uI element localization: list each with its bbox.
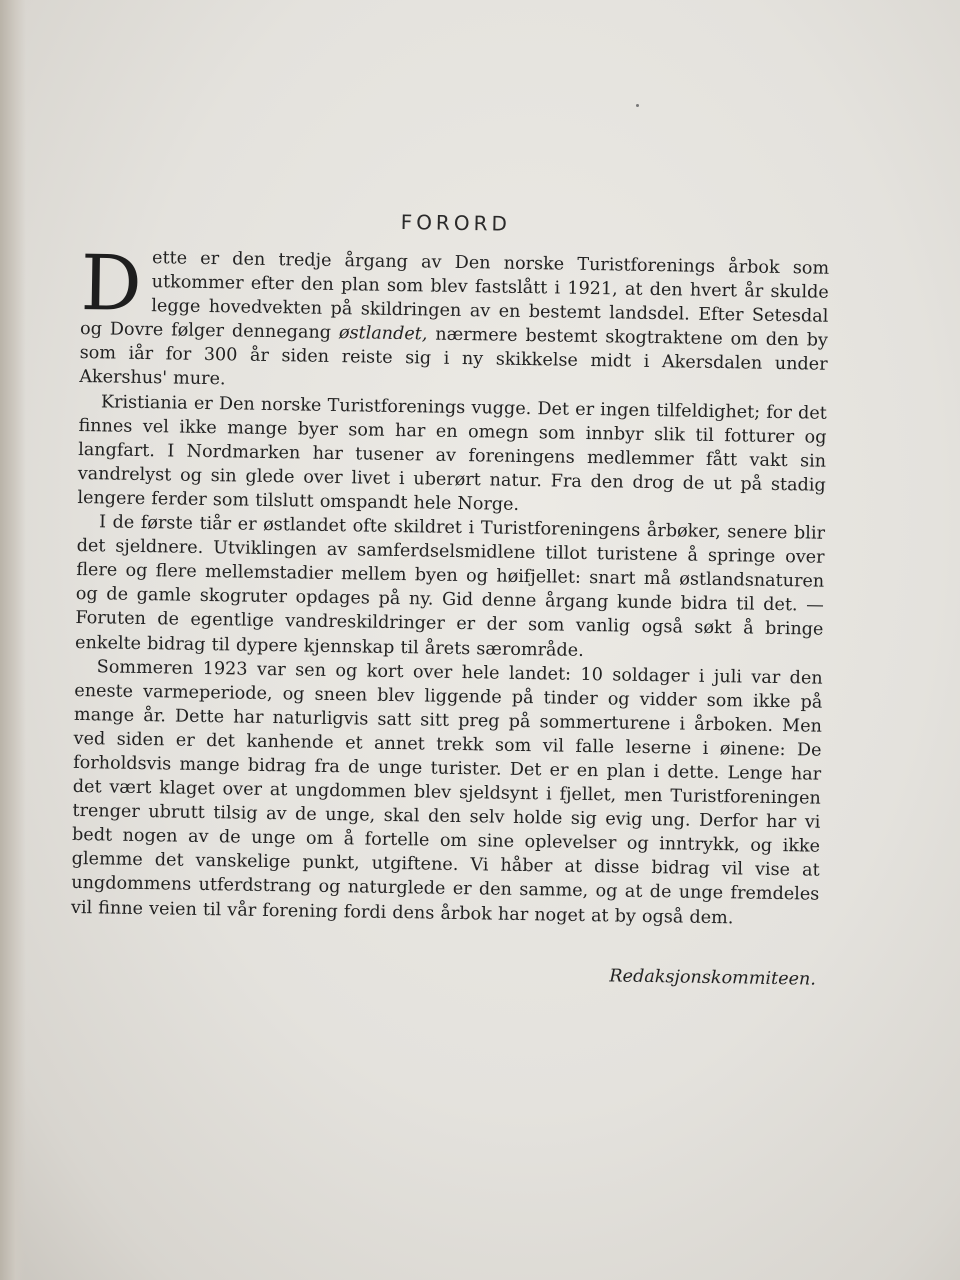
page-spine-shadow [0, 0, 26, 1280]
paragraph-4: Sommeren 1923 var sen og kort over hele landet: 10 soldager i juli var den eneste varmeperiode, og sneen blev liggende på tinder og vidder som ikke på mange år. Dette har naturligvis satt sitt preg på sommerturene i årboken. Men ved siden er det kanhende et annet trekk som vil falle leserne i øinene: De forholdsvis mange bidrag fra de unge turister. Det er en plan i dette. Lenge har det vært klaget over at ungdommen blev sjeldsynt i fjellet, men Turistforeningen trenger ubrutt tilsig av de unge, skal den selv holde sig evig ung. Derfor har vi bedt nogen av de unge om å fortelle om sine oplevelser og inntrykk, og ikke glemme det vanskelige punkt, utgiftene. Vi håber at disse bidrag vil vise at ungdommens utferdstrang og naturglede er den samme, og at de unge fremdeles vil finne veien til vår forening fordi dens årbok har noget at by også dem. [70, 656, 823, 928]
paragraph-2: Kristiania er Den norske Turistforenings vugge. Det er ingen tilfeldighet; for det finnes vel ikke mange byer som har en omegn som innbyr slik til fotturer og langfart. I Nordmarken har tusener av foreningens medlemmer fått vakt sin vandrelyst og sin glede over livet i uberørt natur. Fra den drog de ut på stadig lengere ferder som tilslutt omspandt hele Norge. [77, 391, 827, 515]
paragraph-1-text-end: nærmere bestemt skogtraktene om den by som iår for 300 år siden reiste sig i ny skikkelse midt i Akersdalen under Akershus' mure. [79, 324, 829, 390]
paragraph-3: I de første tiår er østlandet ofte skildret i Turistforeningens årbøker, senere blir det sjeldnere. Utviklingen av samferdselsmidlene tillot turistene å springe over flere og flere mellemstadier mellem byen og høifjellet: snart må østlandsnaturen og de gamle skogruter opdages på ny. Gid denne årgang kunde bidra til det. — Foruten de egentlige vandreskildringer er der som vanlig også søkt å bringe enkelte bidrag til dypere kjennskap til årets særområde. [74, 512, 826, 661]
paper-speck [636, 104, 639, 107]
paragraph-1 [79, 237, 830, 401]
foreword-text-block [70, 205, 830, 989]
paragraph-1-emphasis: østlandet, [338, 323, 428, 345]
drop-cap: D [80, 237, 143, 328]
paragraph-1-text-start: ette er den tredje årgang av Den norske Turistforenings årbok som utkommer efter den plan som blev fastslått i 1921, at den hvert år skulde legge hovedvekten på skildringen av en bestemt landsdel. Efter Setesdal og Dovre følger dennegang [79, 248, 830, 344]
signature: Redaksjonskommiteen. [609, 966, 817, 990]
page-title: FORORD [400, 210, 512, 236]
